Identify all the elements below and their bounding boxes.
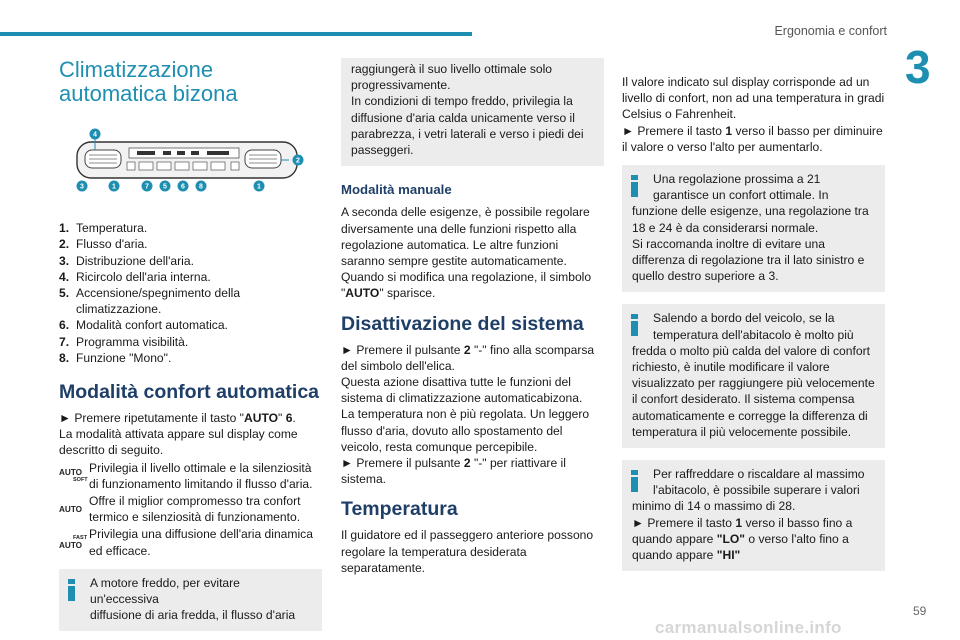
- info-box-cold-engine: A motore freddo, per evitare un'eccessiva diffusione di aria fredda, il flusso d'aria: [59, 569, 322, 632]
- list-item: 4. Ricircolo dell'aria interna.: [59, 269, 211, 284]
- header-accent-bar: [0, 32, 472, 36]
- callout-8: 8: [199, 183, 203, 191]
- climate-panel-figure: [67, 126, 307, 198]
- mode-normal: AUTO Offre il miglior compromesso tra confort termico e silenziosità di funzionamento.: [59, 494, 301, 525]
- comfort-instruction: ► Premere ripetutamente il tasto "AUTO" 6.: [59, 411, 296, 426]
- info-box-cabin-temperature: Salendo a bordo del veicolo, se la temperatura dell'abitacolo è molto più fredda o molto più calda del valore di confort richiesto, è inutile modificare il valore visualizzato per raggiungere più velocemente il confort desiderato. Il sistema compensa automaticamente e corregge la differenza di temperatura il più velocemente possibile.: [622, 304, 885, 448]
- mode-soft: AUTO SOFT Privilegia il livello ottimale e la silenziosità di funzionamento limitando il flusso d'aria.: [59, 460, 313, 491]
- callout-1-right: 1: [257, 183, 261, 191]
- callout-3: 3: [80, 183, 84, 191]
- callout-4: 4: [93, 131, 97, 139]
- callout-1-left: 1: [112, 183, 116, 191]
- controls-list: [59, 220, 322, 366]
- heading-deactivation: Disattivazione del sistema: [341, 312, 584, 335]
- footer-watermark: carmanualsonline.info: [655, 618, 842, 637]
- callout-7: 7: [145, 183, 149, 191]
- info-icon: [68, 579, 75, 601]
- callout-6: 6: [181, 183, 185, 191]
- heading-comfort-mode: Modalità confort automatica: [59, 381, 320, 404]
- chapter-number: 3: [905, 41, 931, 93]
- list-item: 3. Distribuzione dell'aria.: [59, 253, 194, 268]
- heading-temperature: Temperatura: [341, 498, 458, 521]
- column-1: [59, 58, 322, 631]
- page-number: 59: [913, 604, 927, 618]
- list-item: 5. Accensione/spegnimento della climatizzazione.: [59, 286, 241, 317]
- callout-5: 5: [163, 183, 167, 191]
- section-title: Ergonomia e confort: [774, 24, 887, 38]
- column-3: Il valore indicato sul display corrisponde ad un livello di confort, non ad una temperatura in gradi Celsius o Fahrenheit. ► Premere il tasto 1 verso il basso per diminuire il valore o verso l'alto per aumentarlo. Una regolazione prossima a 21 garantisce un confort ottimale. In funzione delle esigenze, una regolazione tra 18 e 24 è da considerarsi normale. Si raccomanda inoltre di evitare una differenza di regolazione tra il lato sinistro e quello destro superiore a 3. Salendo a bordo del veicolo, se la temperatura dell'abitacolo è molto più fredda o molto più calda del valore di confort richiesto, è inutile modificare il valore visualizzato per raggiungere più velocemente il confort desiderato. Il sistema compensa automaticamente e corregge la differenza di temperatura il più velocemente possibile. Per raffreddare o riscaldare al massimo l'abitacolo, è possibile superare i valori minimo di 14 o massimo di 28. ► Premere il tasto 1 verso il basso fino a quando appare "LO" o verso l'alto fino a quando appare "HI": [622, 58, 885, 571]
- mode-fast: FAST AUTO Privilegia una diffusione dell'aria dinamica ed efficace.: [59, 527, 313, 558]
- list-item: 8. Funzione "Mono".: [59, 350, 172, 365]
- page-title: Climatizzazione automatica bizona: [59, 57, 238, 106]
- list-item: 6. Modalità confort automatica.: [59, 318, 228, 333]
- info-box-cold-engine-continued: raggiungerà il suo livello ottimale solo progressivamente. In condizioni di tempo freddo, privilegia la diffusione d'aria calda unicamente verso il parabrezza, i vetri laterali e verso i piedi dei passeggeri.: [341, 58, 604, 166]
- fast-auto-icon: FAST AUTO: [59, 534, 88, 550]
- auto-icon: AUTO: [59, 504, 83, 514]
- info-icon: [631, 175, 638, 197]
- auto-soft-icon: AUTO SOFT: [59, 468, 88, 484]
- comfort-description: La modalità attivata appare sul display come descritto di seguito.: [59, 427, 298, 458]
- list-item: 2. Flusso d'aria.: [59, 237, 148, 252]
- list-item: 1. Temperatura.: [59, 221, 148, 236]
- info-icon: [631, 470, 638, 492]
- info-box-max-cooling: Per raffreddare o riscaldare al massimo l'abitacolo, è possibile superare i valori minimo di 14 o massimo di 28. ► Premere il tasto 1 verso il basso fino a quando appare "LO" o verso l'alto fino a quando appare "HI": [622, 460, 885, 571]
- list-item: 7. Programma visibilità.: [59, 334, 189, 349]
- heading-manual-mode: Modalità manuale: [341, 182, 452, 198]
- info-icon: [631, 314, 638, 336]
- info-box-comfort-level: Una regolazione prossima a 21 garantisce un confort ottimale. In funzione delle esigenze, una regolazione tra 18 e 24 è da considerarsi normale. Si raccomanda inoltre di evitare una differenza di regolazione tra il lato sinistro e quello destro superiore a 3.: [622, 165, 885, 292]
- column-2: raggiungerà il suo livello ottimale solo progressivamente. In condizioni di tempo freddo, privilegia la diffusione d'aria calda unicamente verso il parabrezza, i vetri laterali e verso i piedi dei passeggeri. Modalità manuale A seconda delle esigenze, è possibile regolare diversamente una delle funzioni rispetto alla regolazione automatica. Le altre funzioni saranno sempre gestite automaticamente. Quando si modifica una regolazione, il simbolo "AUTO" sparisce. Disattivazione del sistema ► Premere il pulsante 2 "-" fino alla scomparsa del simbolo dell'elica. Questa azione disattiva tutte le funzioni del sistema di climatizzazione automaticabizona. La temperatura non è più regolata. Un leggero flusso d'aria, dovuto allo spostamento del veicolo, resta comunque percepibile. ► Premere il pulsante 2 "-" per riattivare il sistema. Temperatura Il guidatore ed il passeggero anteriore possono regolare la temperatura desiderata separatamente.: [341, 58, 604, 576]
- callout-2: 2: [296, 157, 300, 165]
